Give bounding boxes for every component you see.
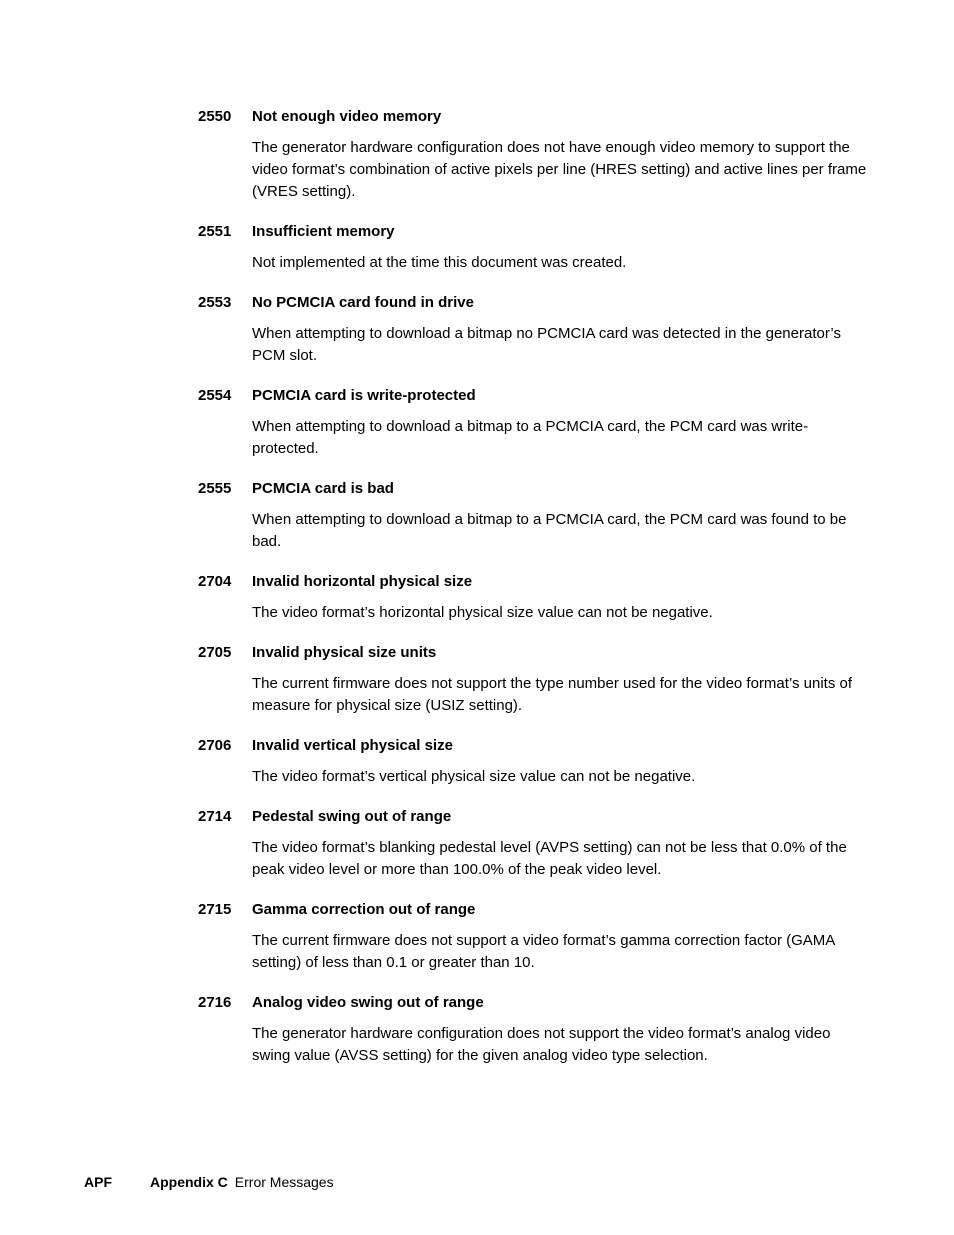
- error-title: PCMCIA card is bad: [252, 480, 394, 497]
- error-description: When attempting to download a bitmap to a PCMCIA card, the PCM card was found to be bad.: [252, 511, 847, 550]
- entry-heading: [198, 478, 878, 500]
- error-entry-2704: [198, 571, 878, 624]
- error-code: 2704: [198, 573, 232, 590]
- error-description: The video format’s blanking pedestal level (AVPS setting) can not be less that 0.0% of the peak video level or more than 100.0% of the peak video level.: [252, 839, 847, 878]
- entry-heading: [198, 806, 878, 828]
- error-entry-2550: [198, 106, 878, 203]
- entry-heading: [198, 642, 878, 664]
- error-description: The current firmware does not support a video format’s gamma correction factor (GAMA setting) of less than 0.1 or greater than 10.: [252, 932, 835, 971]
- entry-heading: [198, 221, 878, 243]
- error-code: 2706: [198, 737, 232, 754]
- entry-heading: [198, 292, 878, 314]
- entry-heading: [198, 106, 878, 128]
- error-title: Insufficient memory: [252, 223, 395, 240]
- error-title: No PCMCIA card found in drive: [252, 294, 474, 311]
- error-description: When attempting to download a bitmap no PCMCIA card was detected in the generator’s PCM slot.: [252, 325, 841, 364]
- error-description: When attempting to download a bitmap to a PCMCIA card, the PCM card was write-protected.: [252, 418, 809, 457]
- error-description: The video format’s vertical physical size value can not be negative.: [252, 768, 696, 785]
- error-description: The video format’s horizontal physical size value can not be negative.: [252, 604, 713, 621]
- error-code: 2553: [198, 294, 232, 311]
- footer-section-label: Appendix C: [150, 1174, 228, 1190]
- error-description: The current firmware does not support the type number used for the video format’s units of measure for physical size (USIZ setting).: [252, 675, 853, 714]
- error-title: Not enough video memory: [252, 108, 442, 125]
- error-entry-2706: [198, 735, 878, 788]
- error-title: Invalid vertical physical size: [252, 737, 453, 754]
- error-title: PCMCIA card is write-protected: [252, 387, 476, 404]
- error-entry-2551: [198, 221, 878, 274]
- error-code: 2716: [198, 994, 232, 1011]
- error-entry-2715: [198, 899, 878, 974]
- error-code: 2554: [198, 387, 232, 404]
- entry-heading: [198, 992, 878, 1014]
- error-code: 2551: [198, 223, 232, 240]
- entry-heading: [198, 571, 878, 593]
- error-entry-2553: [198, 292, 878, 367]
- error-entry-2555: [198, 478, 878, 553]
- error-title: Invalid horizontal physical size: [252, 573, 473, 590]
- entry-heading: [198, 385, 878, 407]
- error-description: Not implemented at the time this document was created.: [252, 254, 627, 271]
- error-code: 2714: [198, 808, 232, 825]
- error-description: The generator hardware configuration does not support the video format’s analog video swing value (AVSS setting) for the given analog video type selection.: [252, 1025, 831, 1064]
- error-code: 2550: [198, 108, 232, 125]
- error-entry-2714: [198, 806, 878, 881]
- page-footer: [84, 1172, 334, 1192]
- error-title: Pedestal swing out of range: [252, 808, 452, 825]
- error-title: Invalid physical size units: [252, 644, 437, 661]
- error-entry-2554: [198, 385, 878, 460]
- footer-section-title: Error Messages: [234, 1174, 334, 1190]
- error-description: The generator hardware configuration does not have enough video memory to support the video format’s combination of active pixels per line (HRES setting) and active lines per frame (VRES setting).: [252, 139, 867, 200]
- error-message-list: [198, 106, 878, 1067]
- error-entry-2716: [198, 992, 878, 1067]
- error-title: Analog video swing out of range: [252, 994, 484, 1011]
- error-entry-2705: [198, 642, 878, 717]
- error-code: 2715: [198, 901, 232, 918]
- entry-heading: [198, 899, 878, 921]
- error-code: 2555: [198, 480, 232, 497]
- error-code: 2705: [198, 644, 232, 661]
- error-title: Gamma correction out of range: [252, 901, 476, 918]
- entry-heading: [198, 735, 878, 757]
- footer-page-number: APF: [84, 1174, 112, 1190]
